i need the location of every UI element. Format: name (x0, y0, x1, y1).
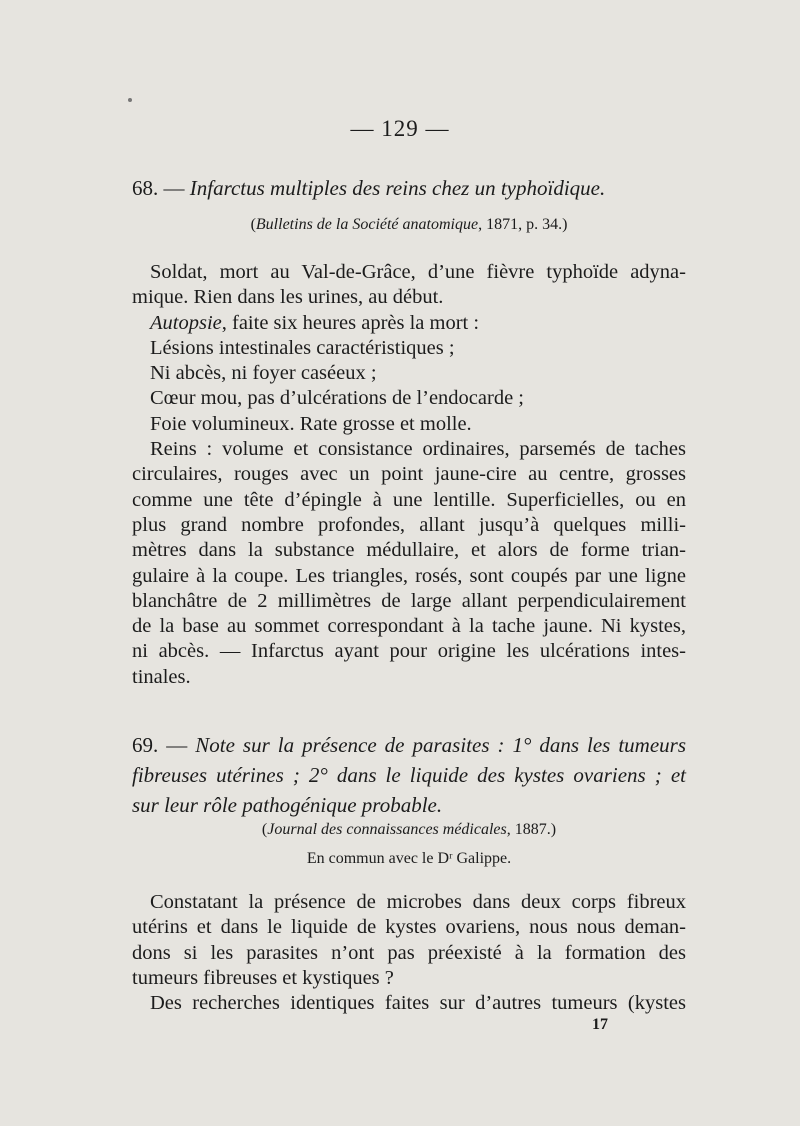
title-line (132, 760, 686, 790)
entry-69-title (132, 730, 686, 820)
text-line: Ni abcès, ni foyer caséeux ; (150, 362, 377, 385)
entry-68-number: 68. — (132, 176, 185, 200)
text-fragment: , faite six heures après la mort : (221, 311, 480, 334)
text-line: Reins : volume et consistance ordinaires, parsemés de taches (150, 438, 686, 461)
autopsie-label: Autopsie (150, 311, 222, 334)
text-line: tumeurs fibreuses et kystiques ? (132, 966, 394, 989)
entry-68-title (132, 173, 692, 203)
entry-69-reference: (Journal des connaissances médicales, 1887.) (261, 821, 557, 838)
text-line: utérins et dans le liquide de kystes ovariens, nous nous deman- (132, 916, 686, 939)
text-line: mètres dans la substance médullaire, et alors de forme trian- (132, 539, 686, 562)
title-line (132, 730, 686, 760)
entry-68-title-text: Infarctus multiples des reins chez un typhoïdique. (189, 176, 606, 200)
title-text: sur leur rôle pathogénique probable. (132, 793, 443, 817)
reference-journal: Bulletins de la Société anatomique (255, 216, 479, 233)
text-line: ni abcès. — Infarctus ayant pour origine les ulcérations intes- (132, 640, 686, 663)
text-line: dons si les parasites n’ont pas préexisté à la formation des (132, 941, 686, 964)
entry-69-number: 69. — (132, 733, 188, 757)
text-line: Lésions intestinales caractéristiques ; (150, 336, 455, 359)
text-line: Foie volumineux. Rate grosse et molle. (150, 412, 472, 435)
signature-mark: 17 (592, 1016, 608, 1033)
text-line: gulaire à la coupe. Les triangles, rosés, sont coupés par une ligne (132, 564, 686, 587)
speck (128, 98, 132, 102)
text-line: comme une tête d’épingle à une lentille. Superficielles, ou en (132, 488, 686, 511)
text-line: Constatant la présence de microbes dans deux corps fibreux (150, 891, 686, 913)
reference-journal: Journal des connaissances médicales (267, 821, 507, 838)
text-line (132, 311, 686, 336)
reference-details: , 1887. (506, 821, 551, 838)
text-line: blanchâtre de 2 millimètres de large allant perpendiculairement (132, 589, 686, 612)
text-line: tinales. (132, 665, 191, 688)
entry-68-body (132, 260, 686, 690)
text-line: mique. Rien dans les urines, au début. (132, 286, 444, 309)
reference-details: , 1871, p. 34. (478, 216, 563, 233)
text-line: Des recherches identiques faites sur d’autres tumeurs (kystes (150, 992, 686, 1015)
entry-68-reference: (Bulletins de la Société anatomique, 1871, p. 34.) (250, 216, 568, 233)
entry-69-body (132, 890, 686, 1016)
text-line: plus grand nombre profondes, allant jusqu’à quelques milli- (132, 513, 686, 536)
text-line: de la base au sommet correspondant à la tache jaune. Ni kystes, (132, 615, 686, 638)
text-line: Cœur mou, pas d’ulcérations de l’endocarde ; (150, 387, 525, 410)
text-line: Soldat, mort au Val-de-Grâce, d’une fièvre typhoïde adyna- (150, 261, 686, 283)
coauthor-note: En commun avec le Dʳ Galippe. (306, 850, 512, 867)
title-text: Note sur la présence de parasites : 1° dans les tumeurs (195, 733, 687, 757)
text-line: circulaires, rouges avec un point jaune-cire au centre, grosses (132, 463, 686, 486)
title-text: fibreuses utérines ; 2° dans le liquide des kystes ovariens ; et (132, 763, 686, 787)
page-number: — 129 — (350, 116, 450, 141)
title-line (132, 790, 686, 820)
